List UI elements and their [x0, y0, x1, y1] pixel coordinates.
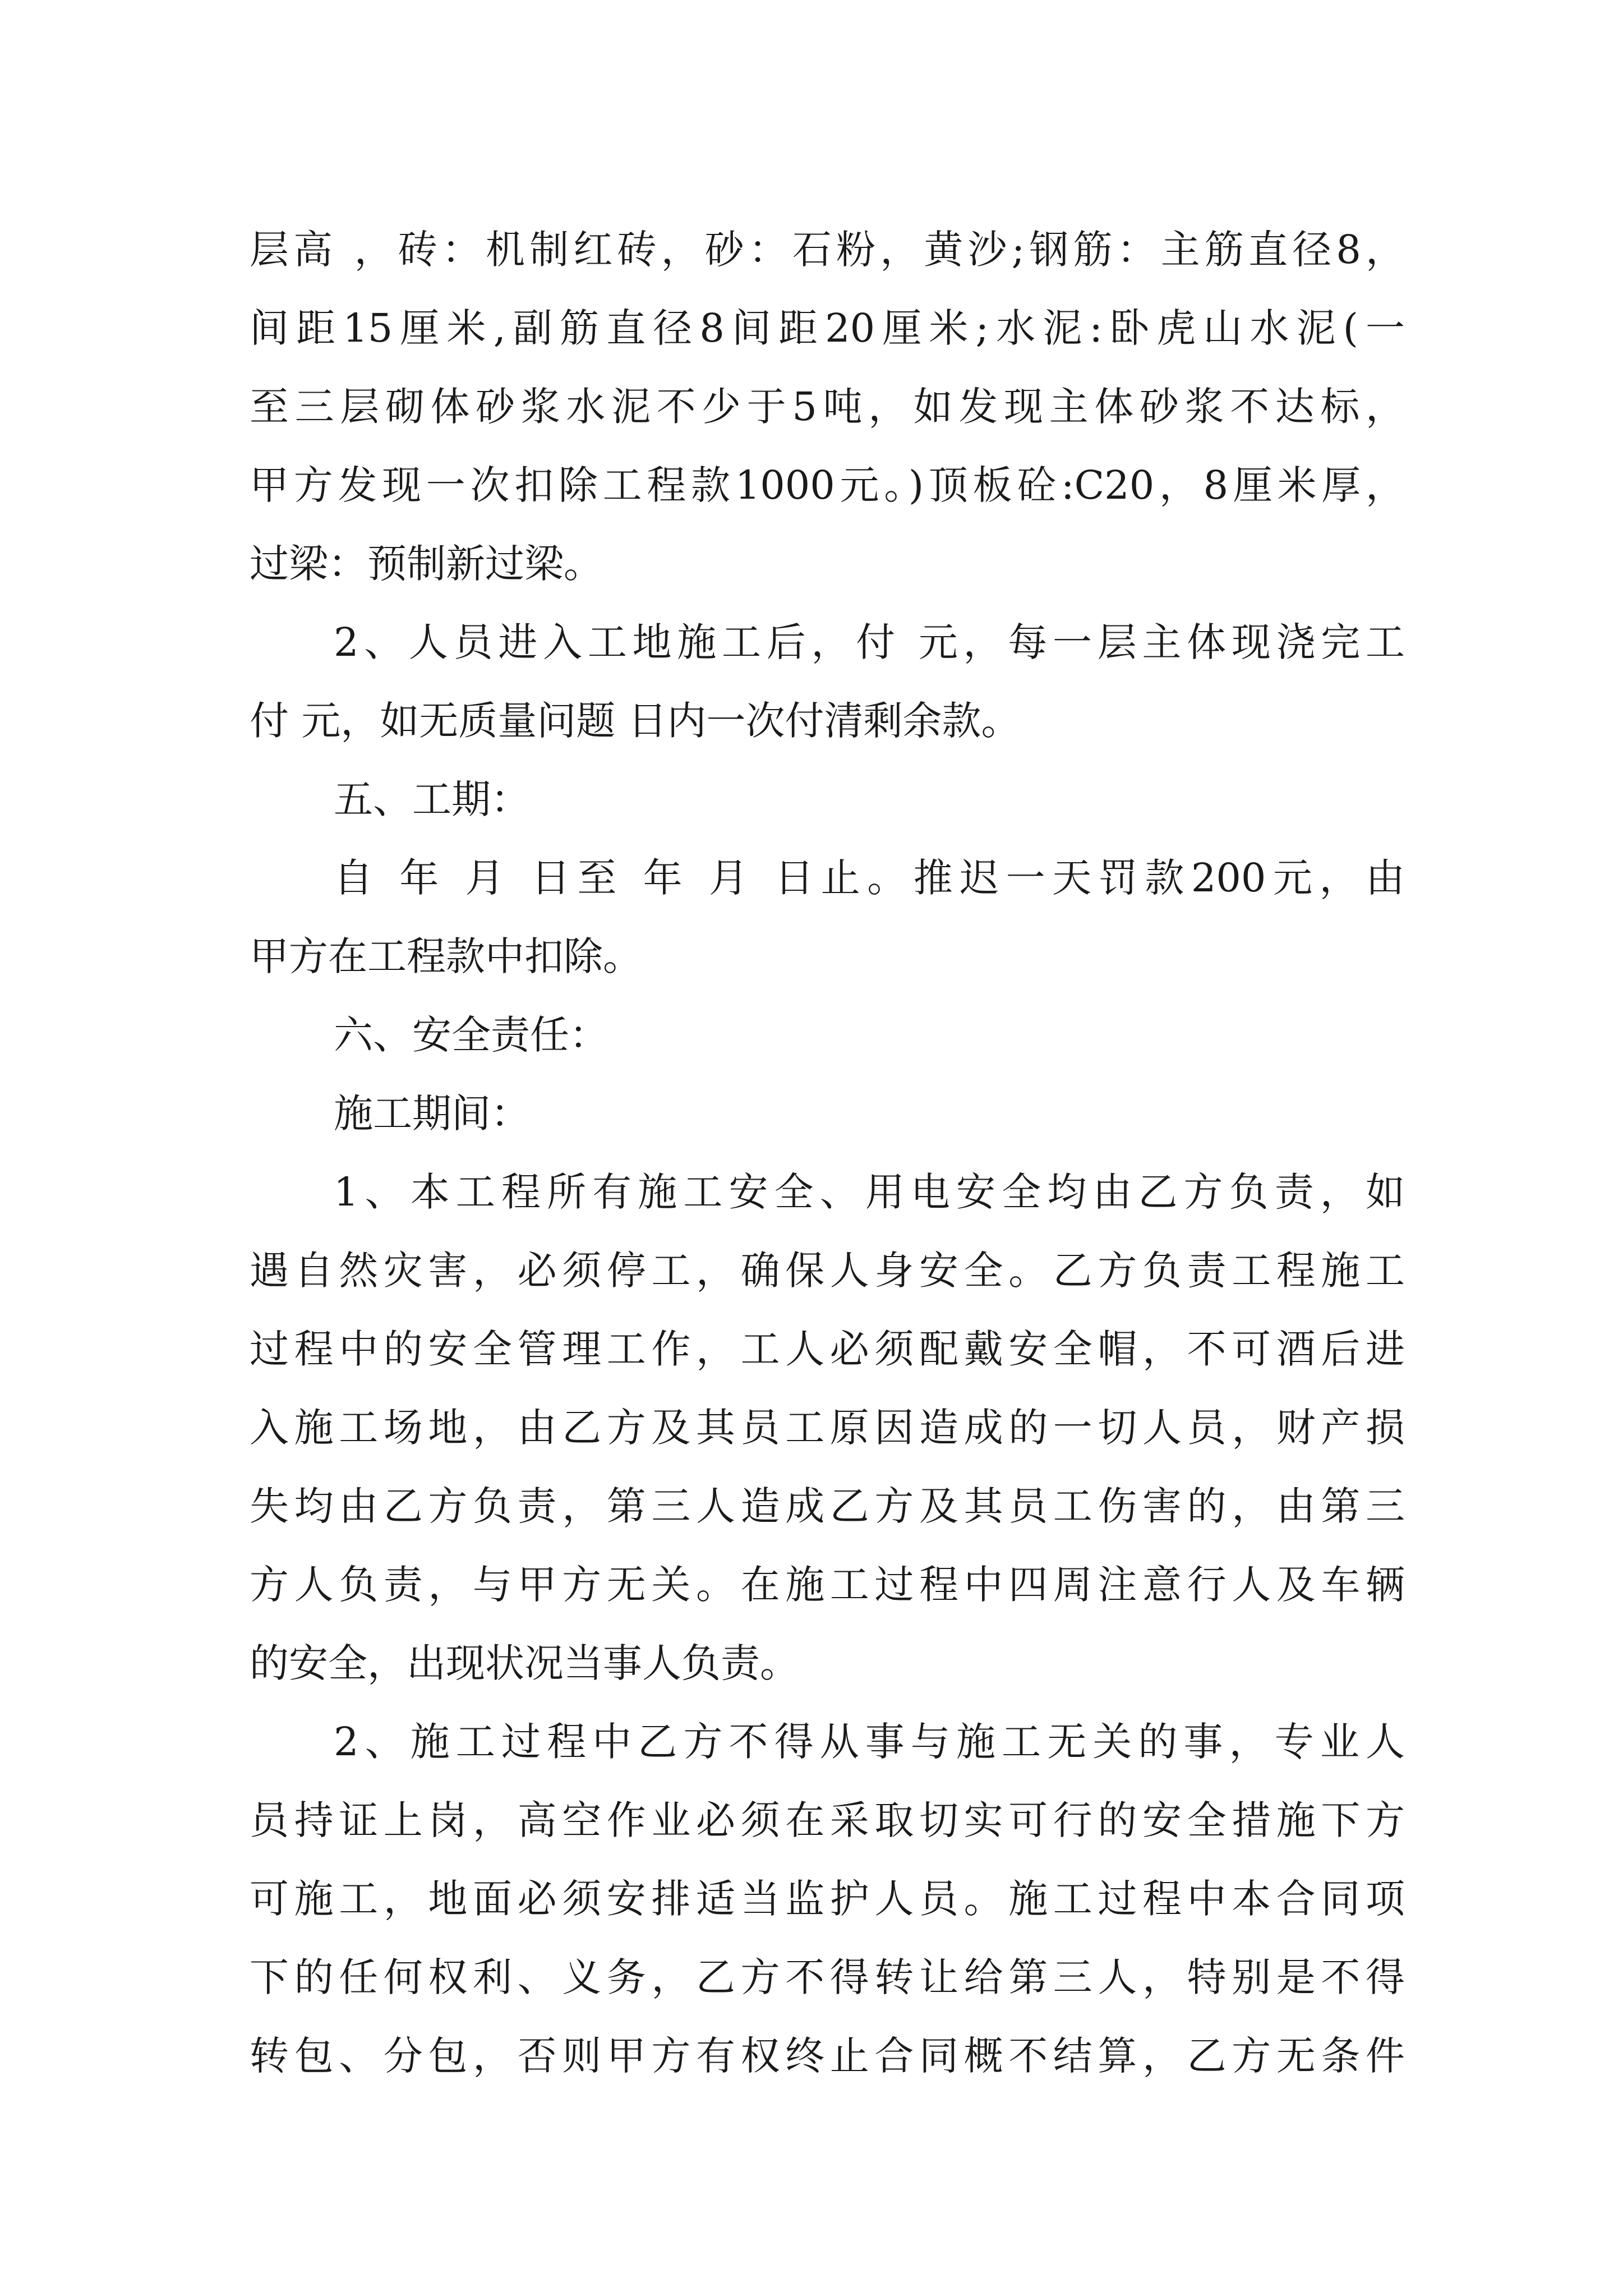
text-line: 失均由乙方负责，第三人造成乙方及其员工伤害的，由第三 — [250, 1483, 1405, 1529]
text-line: 自 年 月 日至 年 月 日止。推迟一天罚款200元，由 — [334, 855, 1405, 901]
text-line: 至三层砌体砂浆水泥不少于5吨，如发现主体砂浆不达标， — [250, 384, 1405, 430]
text-line: 员持证上岗，高空作业必须在采取切实可行的安全措施下方 — [250, 1797, 1405, 1843]
text-line: 施工期间： — [334, 1091, 530, 1137]
text-line: 入施工场地，由乙方及其员工原因造成的一切人员，财产损 — [250, 1405, 1405, 1451]
text-line: 方人负责，与甲方无关。在施工过程中四周注意行人及车辆 — [250, 1562, 1405, 1608]
text-line: 1、本工程所有施工安全、用电安全均由乙方负责，如 — [334, 1169, 1405, 1215]
text-line: 2、人员进入工地施工后，付 元，每一层主体现浇完工 — [334, 619, 1405, 665]
text-line: 间距15厘米,副筋直径8间距20厘米;水泥:卧虎山水泥(一 — [250, 305, 1405, 351]
text-line: 下的任何权利、义务，乙方不得转让给第三人，特别是不得 — [250, 1954, 1405, 2000]
text-line: 转包、分包，否则甲方有权终止合同概不结算，乙方无条件 — [250, 2033, 1405, 2079]
text-line: 甲方发现一次扣除工程款1000元。)顶板砼:C20，8厘米厚， — [250, 462, 1405, 508]
document-body — [250, 210, 1405, 2095]
text-line: 遇自然灾害，必须停工，确保人身安全。乙方负责工程施工 — [250, 1248, 1405, 1294]
section-heading: 五、工期： — [334, 776, 530, 822]
section-heading: 六、安全责任： — [334, 1012, 608, 1058]
text-line: 甲方在工程款中扣除。 — [250, 933, 642, 979]
text-line: 过梁：预制新过梁。 — [250, 541, 603, 587]
text-line: 可施工，地面必须安排适当监护人员。施工过程中本合同项 — [250, 1876, 1405, 1922]
text-line: 层高 ，砖：机制红砖，砂：石粉，黄沙;钢筋：主筋直径8， — [250, 227, 1405, 273]
text-line: 付 元，如无质量问题 日内一次付清剩余款。 — [250, 698, 1021, 744]
text-line: 2、施工过程中乙方不得从事与施工无关的事，专业人 — [334, 1719, 1405, 1765]
text-line: 的安全，出现状况当事人负责。 — [250, 1640, 799, 1686]
text-line: 过程中的安全管理工作，工人必须配戴安全帽，不可酒后进 — [250, 1326, 1405, 1372]
